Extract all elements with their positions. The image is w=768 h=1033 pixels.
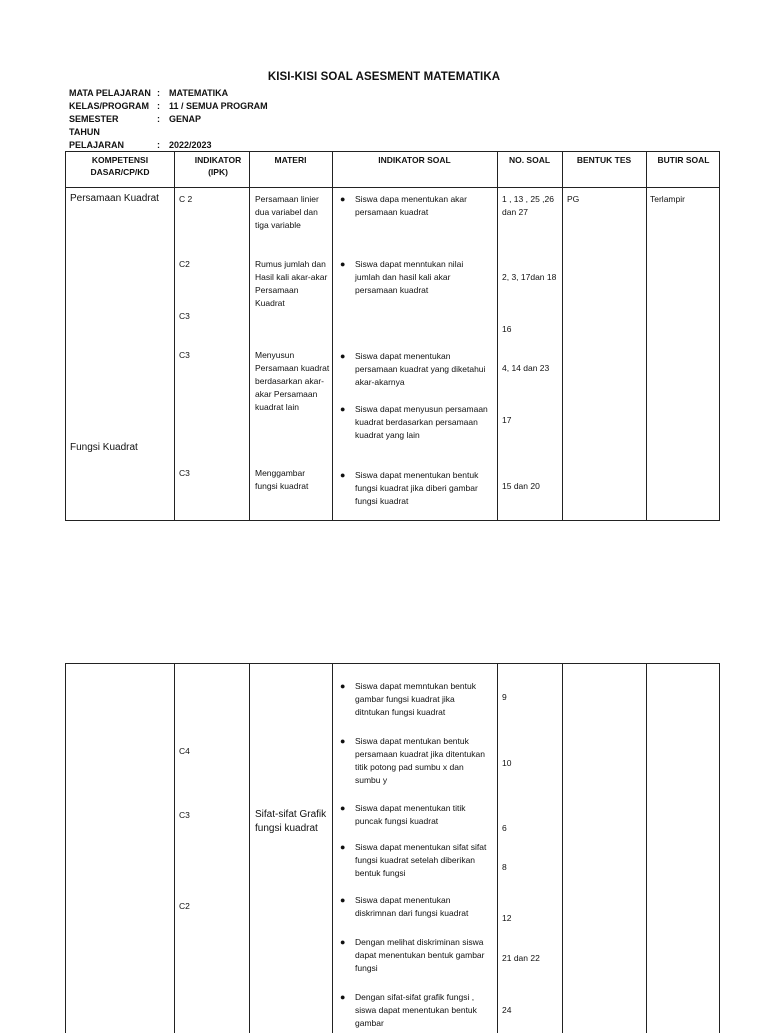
no-soal-item: 15 dan 20 — [502, 481, 540, 491]
indikator-item: ● Siswa dapat menentukan persamaan kuadrat yang diketahui akar-akarnya — [340, 351, 486, 387]
materi-item: Persamaan linier dua variabel dan tiga variable — [255, 194, 319, 230]
kd-fungsi-kuadrat: Fungsi Kuadrat — [70, 442, 138, 453]
no-soal-item: 2, 3, 17dan 18 — [502, 272, 557, 282]
no-soal-item: 17 — [502, 415, 512, 425]
ipk-level: C3 — [179, 468, 190, 478]
no-soal-item: 16 — [502, 324, 512, 334]
meta-value: GENAP — [169, 114, 202, 124]
no-soal-item: 12 — [502, 913, 512, 923]
indikator-item: ● Siswa dapat memntukan bentuk gambar fungsi kuadrat jika ditntukan fungsi kuadrat — [340, 681, 476, 717]
materi-item: Menyusun Persamaan kuadrat berdasarkan akar-akar Persamaan kuadrat lain — [255, 350, 330, 412]
indikator-item: ● Dengan melihat diskriminan siswa dapat menentukan bentuk gambar fungsi — [340, 937, 485, 973]
materi-item: Menggambar fungsi kuadrat — [255, 468, 309, 491]
no-soal-item: 4, 14 dan 23 — [502, 363, 550, 373]
materi-item: Rumus jumlah dan Hasil kali akar-akar Persamaan Kuadrat — [255, 259, 328, 308]
no-soal-item: 8 — [502, 862, 507, 872]
ipk-level: C3 — [179, 311, 190, 321]
meta-key: KELAS/PROGRAM — [69, 101, 150, 111]
no-soal-item: 6 — [502, 823, 507, 833]
document-title: KISI-KISI SOAL ASESMENT MATEMATIKA — [267, 71, 501, 83]
ipk-level: C3 — [179, 810, 190, 820]
indikator-item: ● Siswa dapa menentukan akar persamaan kuadrat — [340, 194, 467, 217]
meta-row-semester: SEMESTER : GENAP — [69, 114, 202, 124]
meta-key: TAHUN PELAJARAN — [69, 127, 125, 150]
meta-key: MATA PELAJARAN — [69, 88, 151, 98]
bentuk-tes-value: PG — [567, 194, 580, 204]
indikator-item: ● Siswa dapat menentukan titik puncak fungsi kuadrat — [340, 803, 466, 826]
header-ipk: INDIKATOR (IPK) — [194, 155, 242, 177]
butir-soal-value: Terlampir — [650, 194, 685, 204]
indikator-item: ● Siswa dapat mentukan bentuk persamaan kuadrat jika ditentukan titik potong pad sumbu x dan sumbu y — [340, 736, 485, 785]
header-materi: MATERI — [274, 155, 307, 165]
materi-item: Sifat-sifat Grafik fungsi kuadrat — [255, 809, 327, 834]
ipk-level: C3 — [179, 350, 190, 360]
ipk-level: C2 — [179, 901, 190, 911]
no-soal-item: 1 , 13 , 25 ,26 dan 27 — [502, 194, 554, 217]
meta-key: SEMESTER — [69, 114, 119, 124]
ipk-level: C 2 — [179, 194, 193, 204]
header-bentuk-tes: BENTUK TES — [576, 155, 632, 165]
ipk-level: C2 — [179, 259, 190, 269]
indikator-item: ● Dengan sifat-sifat grafik fungsi , siswa dapat menentukan bentuk gambar — [340, 992, 477, 1028]
no-soal-item: 9 — [502, 692, 507, 702]
grid-table-1 — [65, 151, 720, 521]
meta-row-class: KELAS/PROGRAM : 11 / SEMUA PROGRAM — [69, 101, 268, 111]
meta-value: MATEMATIKA — [169, 88, 229, 98]
meta-row-year: TAHUN PELAJARAN : 2022/2023 — [69, 127, 212, 150]
indikator-item: ● Siswa dapat menentukan bentuk fungsi kuadrat jika diberi gambar fungsi kuadrat — [340, 470, 479, 506]
kd-persamaan-kuadrat: Persamaan Kuadrat — [70, 193, 159, 204]
no-soal-item: 24 — [502, 1005, 512, 1015]
header-no-soal: NO. SOAL — [508, 155, 551, 165]
header-kd: KOMPETENSI DASAR/CP/KD — [90, 155, 150, 177]
meta-value: 11 / SEMUA PROGRAM — [169, 101, 268, 111]
indikator-item: ● Siswa dapat menentukan sifat sifat fungsi kuadrat setelah diberikan bentuk fungsi — [340, 842, 487, 878]
meta-value: 2022/2023 — [169, 140, 212, 150]
grid-table-2 — [65, 663, 720, 1033]
meta-row-subject: MATA PELAJARAN : MATEMATIKA — [69, 88, 229, 98]
indikator-item: ● Siswa dapat menentukan diskrimnan dari fungsi kuadrat — [340, 895, 469, 918]
indikator-item: ● Siswa dapat menntukan nilai jumlah dan hasil kali akar persamaan kuadrat — [340, 259, 464, 295]
ipk-level: C4 — [179, 746, 190, 756]
indikator-item: ● Siswa dapat menyusun persamaan kuadrat berdasarkan persamaan kuadrat yang lain — [340, 404, 488, 440]
no-soal-item: 10 — [502, 758, 512, 768]
header-indikator-soal: INDIKATOR SOAL — [378, 155, 451, 165]
header-butir-soal: BUTIR SOAL — [657, 155, 710, 165]
no-soal-item: 21 dan 22 — [502, 953, 540, 963]
